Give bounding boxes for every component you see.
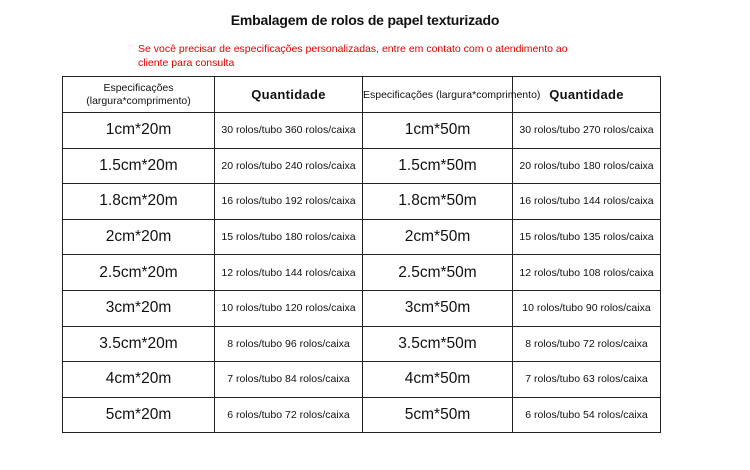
quantity-cell: 8 rolos/tubo 72 rolos/caixa	[513, 326, 661, 362]
table-row	[63, 148, 661, 184]
size-cell: 5cm*20m	[63, 397, 215, 433]
header-quantity-left: Quantidade	[215, 77, 363, 113]
quantity-cell: 7 rolos/tubo 84 rolos/caixa	[215, 362, 363, 398]
header-spec-right: Especificações (largura*comprimento)	[363, 77, 513, 113]
size-cell: 1cm*50m	[363, 113, 513, 149]
size-cell: 3.5cm*50m	[363, 326, 513, 362]
table-row	[63, 219, 661, 255]
quantity-cell: 30 rolos/tubo 360 rolos/caixa	[215, 113, 363, 149]
table-row	[63, 184, 661, 220]
quantity-cell: 30 rolos/tubo 270 rolos/caixa	[513, 113, 661, 149]
table-row	[63, 113, 661, 149]
size-cell: 5cm*50m	[363, 397, 513, 433]
size-cell: 4cm*20m	[63, 362, 215, 398]
header-spec-left: Especificações (largura*comprimento)	[63, 77, 215, 113]
size-cell: 1cm*20m	[63, 113, 215, 149]
quantity-cell: 10 rolos/tubo 120 rolos/caixa	[215, 290, 363, 326]
size-cell: 1.8cm*50m	[363, 184, 513, 220]
custom-spec-note: Se você precisar de especificações personalizadas, entre em contato com o atendimento ao cliente para consulta	[138, 43, 568, 69]
size-cell: 2cm*50m	[363, 219, 513, 255]
page-title: Embalagem de rolos de papel texturizado	[230, 12, 500, 28]
size-cell: 1.5cm*50m	[363, 148, 513, 184]
quantity-cell: 8 rolos/tubo 96 rolos/caixa	[215, 326, 363, 362]
table-row	[63, 326, 661, 362]
size-cell: 1.5cm*20m	[63, 148, 215, 184]
size-cell: 2.5cm*50m	[363, 255, 513, 291]
packaging-table	[62, 76, 661, 433]
quantity-cell: 16 rolos/tubo 144 rolos/caixa	[513, 184, 661, 220]
size-cell: 3.5cm*20m	[63, 326, 215, 362]
size-cell: 2cm*20m	[63, 219, 215, 255]
quantity-cell: 10 rolos/tubo 90 rolos/caixa	[513, 290, 661, 326]
table-row	[63, 397, 661, 433]
quantity-cell: 15 rolos/tubo 180 rolos/caixa	[215, 219, 363, 255]
quantity-cell: 16 rolos/tubo 192 rolos/caixa	[215, 184, 363, 220]
size-cell: 2.5cm*20m	[63, 255, 215, 291]
quantity-cell: 6 rolos/tubo 54 rolos/caixa	[513, 397, 661, 433]
quantity-cell: 20 rolos/tubo 240 rolos/caixa	[215, 148, 363, 184]
size-cell: 1.8cm*20m	[63, 184, 215, 220]
header-quantity-right: Quantidade	[513, 77, 661, 113]
table-header-row	[63, 77, 661, 113]
size-cell: 3cm*20m	[63, 290, 215, 326]
quantity-cell: 12 rolos/tubo 144 rolos/caixa	[215, 255, 363, 291]
quantity-cell: 15 rolos/tubo 135 rolos/caixa	[513, 219, 661, 255]
quantity-cell: 7 rolos/tubo 63 rolos/caixa	[513, 362, 661, 398]
size-cell: 4cm*50m	[363, 362, 513, 398]
table-row	[63, 290, 661, 326]
quantity-cell: 20 rolos/tubo 180 rolos/caixa	[513, 148, 661, 184]
table-row	[63, 362, 661, 398]
quantity-cell: 6 rolos/tubo 72 rolos/caixa	[215, 397, 363, 433]
size-cell: 3cm*50m	[363, 290, 513, 326]
table-row	[63, 255, 661, 291]
quantity-cell: 12 rolos/tubo 108 rolos/caixa	[513, 255, 661, 291]
